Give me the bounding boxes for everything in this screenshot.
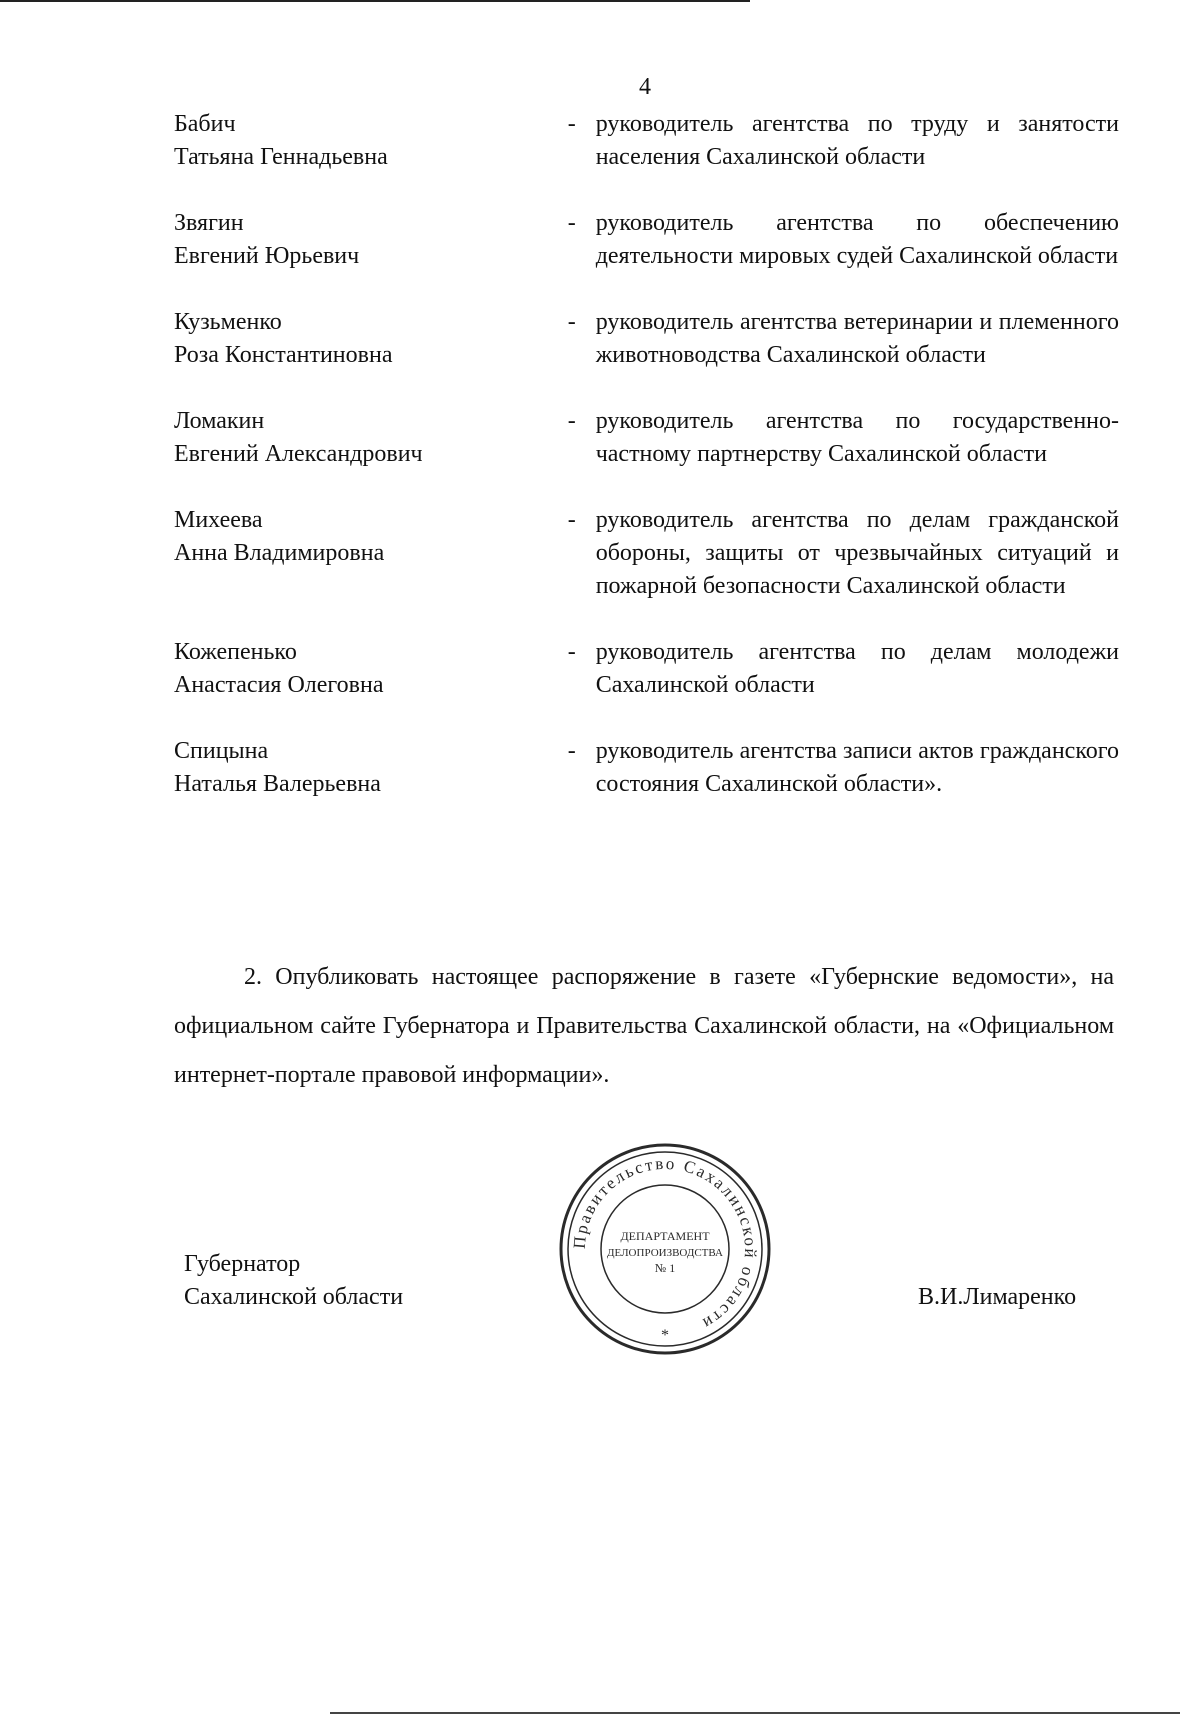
- official-entry: [174, 636, 1119, 702]
- official-name: [174, 735, 546, 801]
- official-name: [174, 405, 546, 471]
- official-entry: [174, 735, 1119, 801]
- seal-star: *: [661, 1327, 669, 1344]
- publication-paragraph: 2. Опубликовать настоящее распоряжение в газете «Губернские ведомости», на официальном сайте Губернатора и Правительства Сахалинской области, на «Официальном интернет-портале правовой информации».: [174, 964, 1114, 1088]
- official-entry: [174, 306, 1119, 372]
- official-entry: [174, 405, 1119, 471]
- official-surname: Звягин: [174, 210, 244, 236]
- separator-dash: -: [567, 738, 576, 764]
- official-entry: [174, 504, 1119, 603]
- official-surname: Бабич: [174, 111, 236, 137]
- official-given-names: Евгений Александрович: [174, 441, 423, 467]
- official-entry: [174, 108, 1119, 174]
- official-name: [174, 636, 546, 702]
- official-name: [174, 207, 546, 273]
- official-role: руководитель агентства по обеспечению деятельности мировых судей Сахалинской области: [595, 210, 1119, 269]
- separator-dash: -: [567, 639, 576, 665]
- official-surname: Кожепенько: [174, 639, 297, 665]
- officials-list: [174, 108, 1119, 801]
- separator-dash: -: [567, 210, 576, 236]
- signatory-title: [184, 1248, 403, 1314]
- official-given-names: Анастасия Олеговна: [174, 672, 384, 698]
- bottom-edge-line: [330, 1712, 1180, 1714]
- official-role: руководитель агентства по труду и занятости населения Сахалинской области: [595, 111, 1119, 170]
- seal-center-line-3: № 1: [654, 1261, 676, 1275]
- signatory-region: Сахалинской области: [184, 1284, 404, 1310]
- separator-dash: -: [567, 408, 576, 434]
- seal-center-line-1: ДЕПАРТАМЕНТ: [620, 1229, 710, 1243]
- separator-dash: -: [567, 507, 576, 533]
- official-surname: Ломакин: [174, 408, 265, 434]
- official-name: [174, 504, 546, 570]
- official-role: руководитель агентства по государственно-частному партнерству Сахалинской области: [595, 408, 1119, 467]
- seal-stamp-icon: [556, 1140, 774, 1358]
- seal-ring-text: Правительство Сахалинской области: [569, 1153, 761, 1335]
- separator-dash: -: [567, 111, 576, 137]
- official-given-names: Татьяна Геннадьевна: [174, 144, 388, 170]
- official-surname: Кузьменко: [174, 309, 282, 335]
- top-edge-line: [0, 0, 750, 2]
- official-seal: [556, 1140, 774, 1358]
- signatory-position: Губернатор: [184, 1251, 301, 1277]
- official-given-names: Наталья Валерьевна: [174, 771, 381, 797]
- official-role: руководитель агентства записи актов гражданского состояния Сахалинской области».: [595, 738, 1119, 797]
- official-role: руководитель агентства ветеринарии и племенного животноводства Сахалинской области: [595, 309, 1119, 368]
- official-given-names: Роза Константиновна: [174, 342, 393, 368]
- official-given-names: Анна Владимировна: [174, 540, 385, 566]
- official-name: [174, 108, 546, 174]
- official-given-names: Евгений Юрьевич: [174, 243, 360, 269]
- official-role: руководитель агентства по делам гражданской обороны, защиты от чрезвычайных ситуаций и пожарной безопасности Сахалинской области: [595, 507, 1119, 599]
- page-number: 4: [639, 74, 651, 100]
- official-role: руководитель агентства по делам молодежи Сахалинской области: [595, 639, 1119, 698]
- official-surname: Спицына: [174, 738, 269, 764]
- svg-text:Правительство Сахалинской обла: [570, 1154, 760, 1334]
- separator-dash: -: [567, 309, 576, 335]
- seal-center-line-2: ДЕЛОПРОИЗВОДСТВА: [607, 1247, 723, 1259]
- official-surname: Михеева: [174, 507, 263, 533]
- official-entry: [174, 207, 1119, 273]
- official-name: [174, 306, 546, 372]
- signatory-name: В.И.Лимаренко: [918, 1284, 1077, 1310]
